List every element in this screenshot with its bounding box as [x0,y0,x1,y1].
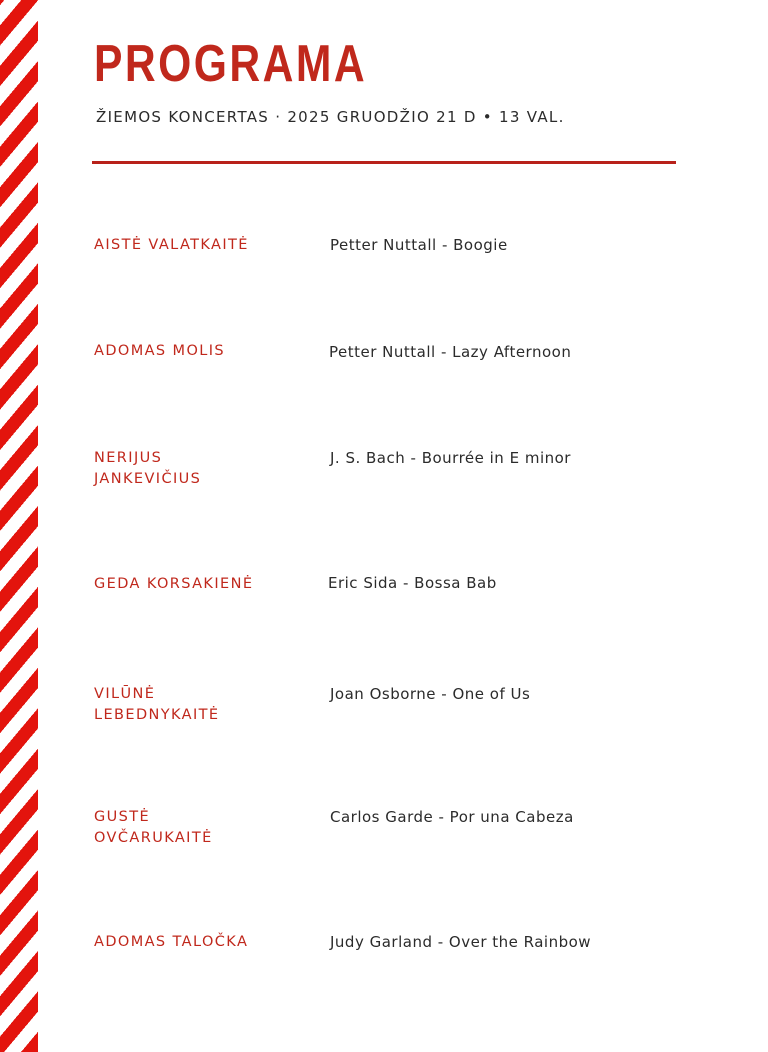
piece-title: Eric Sida - Bossa Bab [328,574,497,592]
candy-cane-stripe-border [0,0,38,1052]
piece-title: Joan Osborne - One of Us [330,685,531,703]
piece-title: J. S. Bach - Bourrée in E minor [330,449,571,467]
piece-title: Carlos Garde - Por una Cabeza [330,808,574,826]
piece-title: Judy Garland - Over the Rainbow [330,933,592,951]
page-title: PROGRAMA [94,35,368,93]
performer-name: NERIJUS JANKEVIČIUS [94,450,202,487]
performer-name: GEDA KORSAKIENĖ [94,576,254,592]
performer-name: ADOMAS MOLIS [94,343,226,359]
performer-name: ADOMAS TALOČKA [94,934,249,950]
performer-name: AISTĖ VALATKAITĖ [94,237,249,253]
performer-name: GUSTĖ OVČARUKAITĖ [94,809,213,846]
title-divider [92,161,676,164]
piece-title: Petter Nuttall - Lazy Afternoon [329,343,572,361]
concert-subtitle: ŽIEMOS KONCERTAS · 2025 GRUODŽIO 21 D • 13 VAL. [96,108,565,126]
piece-title: Petter Nuttall - Boogie [330,236,508,254]
performer-name: VILŪNĖ LEBEDNYKAITĖ [94,686,220,723]
